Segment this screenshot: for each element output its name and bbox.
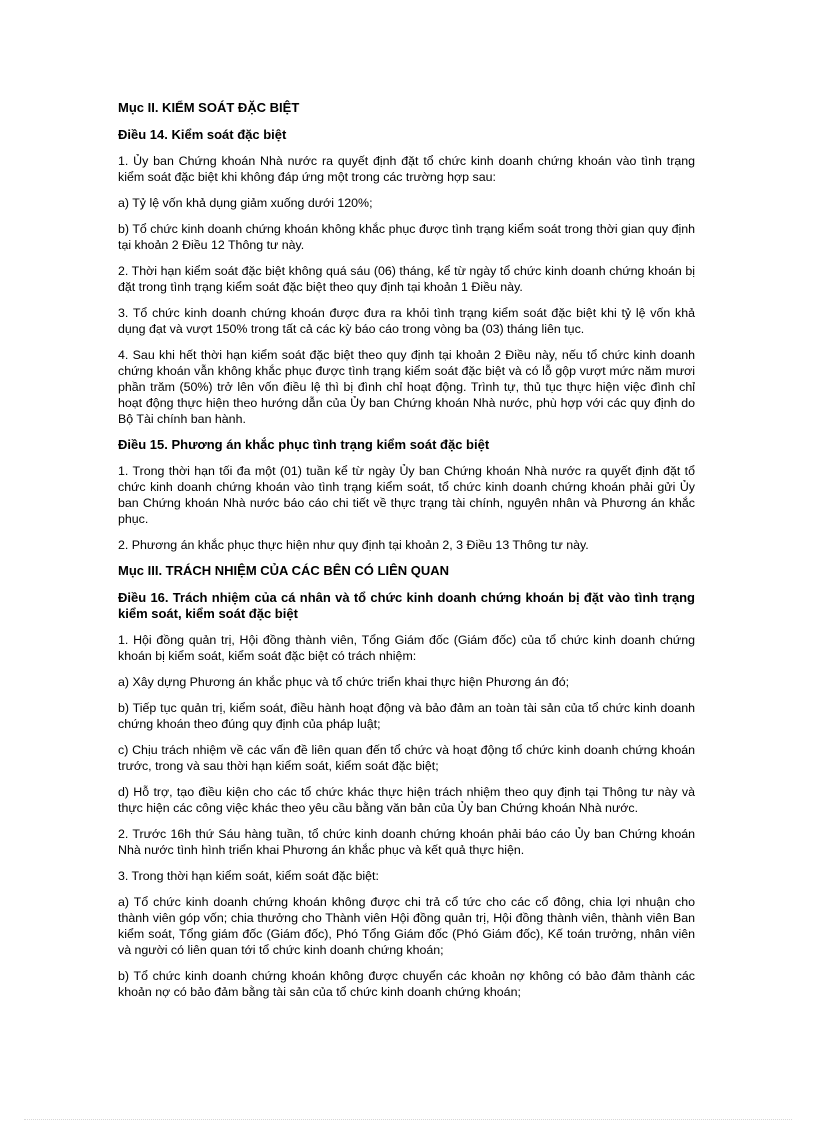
article-15-heading: Điều 15. Phương án khắc phục tình trạng kiểm soát đặc biệt <box>118 437 490 452</box>
article-16-clause-1d: d) Hỗ trợ, tạo điều kiện cho các tổ chức khác thực hiện trách nhiệm theo quy định tại Thông tư này và thực hiện các công việc khác theo yêu cầu bằng văn bản của Ủy ban Chứng khoán Nhà nước. <box>118 785 695 815</box>
article-14-heading: Điều 14. Kiểm soát đặc biệt <box>118 127 287 142</box>
article-14-clause-1b: b) Tổ chức kinh doanh chứng khoán không khắc phục được tình trạng kiểm soát trong thời gian quy định tại khoản 2 Điều 12 Thông tư này. <box>118 222 695 252</box>
article-16-clause-1b: b) Tiếp tục quản trị, kiểm soát, điều hành hoạt động và bảo đảm an toàn tài sản của tổ chức kinh doanh chứng khoán theo đúng quy định của pháp luật; <box>118 701 695 731</box>
article-16-heading: Điều 16. Trách nhiệm của cá nhân và tổ chức kinh doanh chứng khoán bị đặt vào tình trạng kiểm soát, kiểm soát đặc biệt <box>118 590 695 621</box>
article-16-clause-1a: a) Xây dựng Phương án khắc phục và tổ chức triển khai thực hiện Phương án đó; <box>118 675 570 689</box>
article-14-clause-1: 1. Ủy ban Chứng khoán Nhà nước ra quyết định đặt tổ chức kinh doanh chứng khoán vào tình trạng kiểm soát đặc biệt khi không đáp ứng một trong các trường hợp sau: <box>118 154 695 184</box>
section-heading-3: Mục III. TRÁCH NHIỆM CỦA CÁC BÊN CÓ LIÊN QUAN <box>118 563 450 578</box>
article-16-clause-1: 1. Hội đồng quản trị, Hội đồng thành viên, Tổng Giám đốc (Giám đốc) của tổ chức kinh doanh chứng khoán bị kiểm soát, kiểm soát đặc biệt có trách nhiệm: <box>118 633 695 663</box>
article-16-clause-1c: c) Chịu trách nhiệm về các vấn đề liên quan đến tổ chức và hoạt động tổ chức kinh doanh chứng khoán trước, trong và sau thời hạn kiểm soát, kiểm soát đặc biệt; <box>118 743 695 773</box>
article-16-clause-3b: b) Tổ chức kinh doanh chứng khoán không được chuyển các khoản nợ không có bảo đảm thành các khoản nợ có bảo đảm bằng tài sản của tổ chức kinh doanh chứng khoán; <box>118 969 695 999</box>
article-14-clause-1a: a) Tỷ lệ vốn khả dụng giảm xuống dưới 120%; <box>118 196 373 210</box>
article-14-clause-3: 3. Tổ chức kinh doanh chứng khoán được đưa ra khỏi tình trạng kiểm soát đặc biệt khi tỷ lệ vốn khả dụng đạt và vượt 150% trong tất cả các kỳ báo cáo trong vòng ba (03) tháng liên tục. <box>118 306 695 336</box>
article-15-clause-1: 1. Trong thời hạn tối đa một (01) tuần kể từ ngày Ủy ban Chứng khoán Nhà nước ra quyết định đặt tổ chức kinh doanh chứng khoán vào tình trạng kiểm soát, tổ chức kinh doanh chứng khoán phải gửi Ủy ban Chứng khoán Nhà nước báo cáo chi tiết về thực trạng tài chính, nguyên nhân và Phương án khắc phục. <box>118 464 695 526</box>
article-16-clause-2: 2. Trước 16h thứ Sáu hàng tuần, tổ chức kinh doanh chứng khoán phải báo cáo Ủy ban Chứng khoán Nhà nước tình hình triển khai Phương án khắc phục và kết quả thực hiện. <box>118 827 695 857</box>
article-16-clause-3a: a) Tổ chức kinh doanh chứng khoán không được chi trả cổ tức cho các cổ đông, chia lợi nhuận cho thành viên góp vốn; chia thưởng cho Thành viên Hội đồng quản trị, Hội đồng thành viên, thành viên Ban kiểm soát, Tổng giám đốc (Giám đốc), Phó Tổng Giám đốc (Phó Giám đốc), Kế toán trưởng, nhân viên và người có liên quan tới tổ chức kinh doanh chứng khoán; <box>118 895 695 957</box>
article-15-clause-2: 2. Phương án khắc phục thực hiện như quy định tại khoản 2, 3 Điều 13 Thông tư này. <box>118 538 589 552</box>
article-14-clause-4: 4. Sau khi hết thời hạn kiểm soát đặc biệt theo quy định tại khoản 2 Điều này, nếu tổ chức kinh doanh chứng khoán vẫn không khắc phục được tình trạng kiểm soát đặc biệt và có lỗ gộp vượt mức năm mươi phần trăm (50%) trở lên vốn điều lệ thì bị đình chỉ hoạt động. Trình tự, thủ tục thực hiện việc đình chỉ hoạt động thực hiện theo hướng dẫn của Ủy ban Chứng khoán Nhà nước, phù hợp với các quy định do Bộ Tài chính ban hành. <box>118 348 695 426</box>
section-heading-2: Mục II. KIỂM SOÁT ĐẶC BIỆT <box>118 100 300 115</box>
document-page <box>118 100 695 1010</box>
article-14-clause-2: 2. Thời hạn kiểm soát đặc biệt không quá sáu (06) tháng, kể từ ngày tổ chức kinh doanh chứng khoán bị đặt trong tình trạng kiểm soát đặc biệt theo quy định tại khoản 1 Điều này. <box>118 264 695 294</box>
page-bottom-divider <box>24 1119 792 1120</box>
article-16-clause-3: 3. Trong thời hạn kiểm soát, kiểm soát đặc biệt: <box>118 869 379 883</box>
